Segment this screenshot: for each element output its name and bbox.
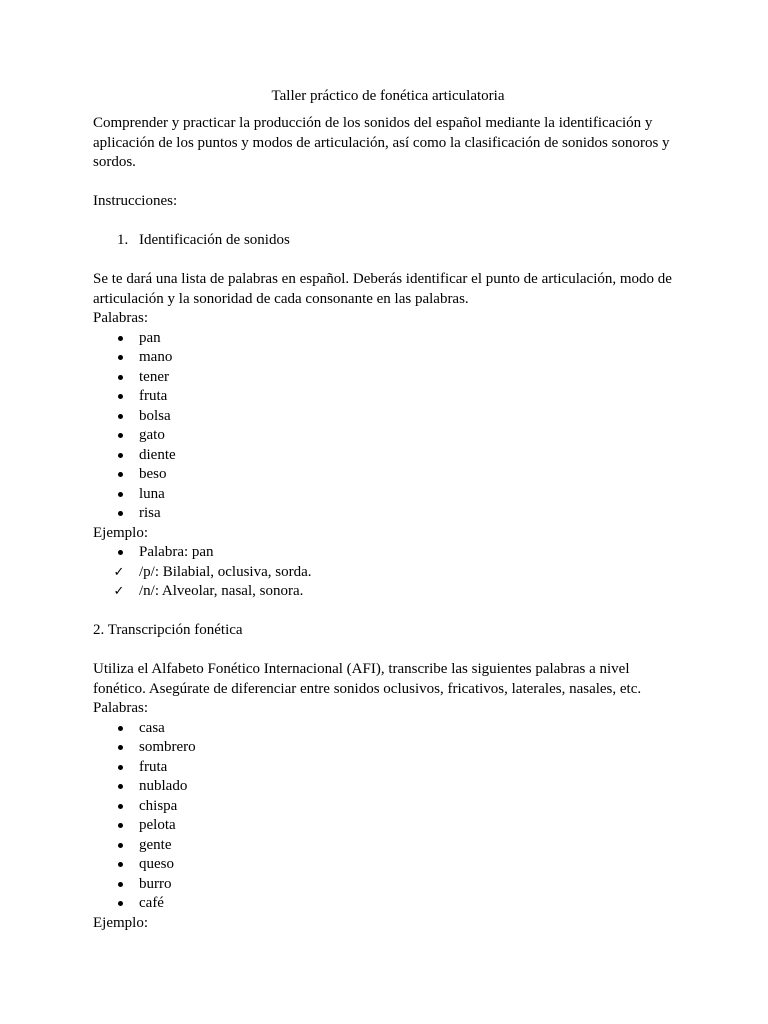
list-item (93, 777, 683, 797)
word-text: tener (139, 368, 169, 385)
list-item (93, 758, 683, 778)
word-text: gente (139, 836, 172, 853)
list-item (93, 407, 683, 427)
list-item (93, 719, 683, 739)
section2-word-list (93, 719, 683, 914)
word-text: beso (139, 466, 167, 482)
list-item (93, 426, 683, 446)
word-text: risa (139, 505, 161, 521)
section2-words-label: Palabras: (93, 700, 148, 716)
list-item (93, 387, 683, 407)
spacer (93, 173, 683, 193)
section1-number: 1. (117, 232, 129, 248)
section1-word-list (93, 329, 683, 524)
list-item (93, 894, 683, 914)
section1-description: Se te dará una lista de palabras en español. Deberás identificar el punto de articulación, modo de articulación y la sonoridad de cada consonante en las palabras. (93, 271, 672, 307)
word-text: pelota (139, 817, 176, 833)
example-word-text: Palabra: pan (139, 544, 214, 560)
checkmark-icon: ✓ (113, 564, 125, 580)
spacer (93, 602, 683, 622)
list-item (93, 738, 683, 758)
intro-paragraph: Comprender y practicar la producción de los sonidos del español mediante la identificación y aplicación de los puntos y modos de articulación, así como la clasificación de sonidos sonoros y sordos. (93, 115, 670, 170)
section1-words-label: Palabras: (93, 310, 148, 326)
section1-example-list (93, 543, 683, 602)
word-text: diente (139, 446, 176, 463)
section2-example-label: Ejemplo: (93, 914, 148, 931)
word-text: fruta (139, 758, 168, 775)
word-text: nublado (139, 778, 188, 794)
section2-heading: 2. Transcripción fonética (93, 622, 243, 638)
word-text: bolsa (139, 407, 171, 424)
word-text: gato (139, 427, 165, 443)
word-text: casa (139, 719, 165, 736)
list-item (93, 582, 683, 602)
list-item (93, 816, 683, 836)
instructions-label: Instrucciones: (93, 193, 178, 209)
word-text: sombrero (139, 739, 196, 755)
document-title: Taller práctico de fonética articulatoria (271, 88, 505, 104)
document-page (93, 86, 683, 933)
list-item (93, 329, 683, 349)
checkmark-icon: ✓ (113, 584, 125, 599)
list-item (93, 485, 683, 505)
list-item (93, 855, 683, 875)
word-text: luna (139, 485, 165, 502)
word-text: café (139, 895, 164, 911)
list-item (93, 446, 683, 466)
example-text: /p/: Bilabial, oclusiva, sorda. (139, 563, 312, 580)
section1-heading-text: Identificación de sonidos (139, 232, 290, 248)
list-item (93, 348, 683, 368)
list-item (93, 504, 683, 524)
word-text: queso (139, 856, 174, 872)
example-text: /n/: Alveolar, nasal, sonora. (139, 583, 304, 599)
list-item (93, 465, 683, 485)
word-text: mano (139, 349, 173, 365)
list-item (93, 563, 683, 583)
list-item (93, 875, 683, 895)
word-text: pan (139, 329, 161, 346)
section2-description: Utiliza el Alfabeto Fonético Internacional (AFI), transcribe las siguientes palabras a nivel fonético. Asegúrate de diferenciar entre sonidos oclusivos, fricativos, laterales, nasales, etc. (93, 661, 642, 697)
list-item (93, 797, 683, 817)
word-text: chispa (139, 797, 178, 814)
spacer (93, 641, 683, 661)
word-text: fruta (139, 388, 168, 404)
spacer (93, 212, 683, 232)
list-item (93, 543, 683, 563)
section1-example-label: Ejemplo: (93, 524, 148, 541)
list-item (93, 368, 683, 388)
word-text: burro (139, 875, 172, 892)
spacer (93, 251, 683, 271)
list-item (93, 836, 683, 856)
section1-heading (93, 231, 683, 251)
